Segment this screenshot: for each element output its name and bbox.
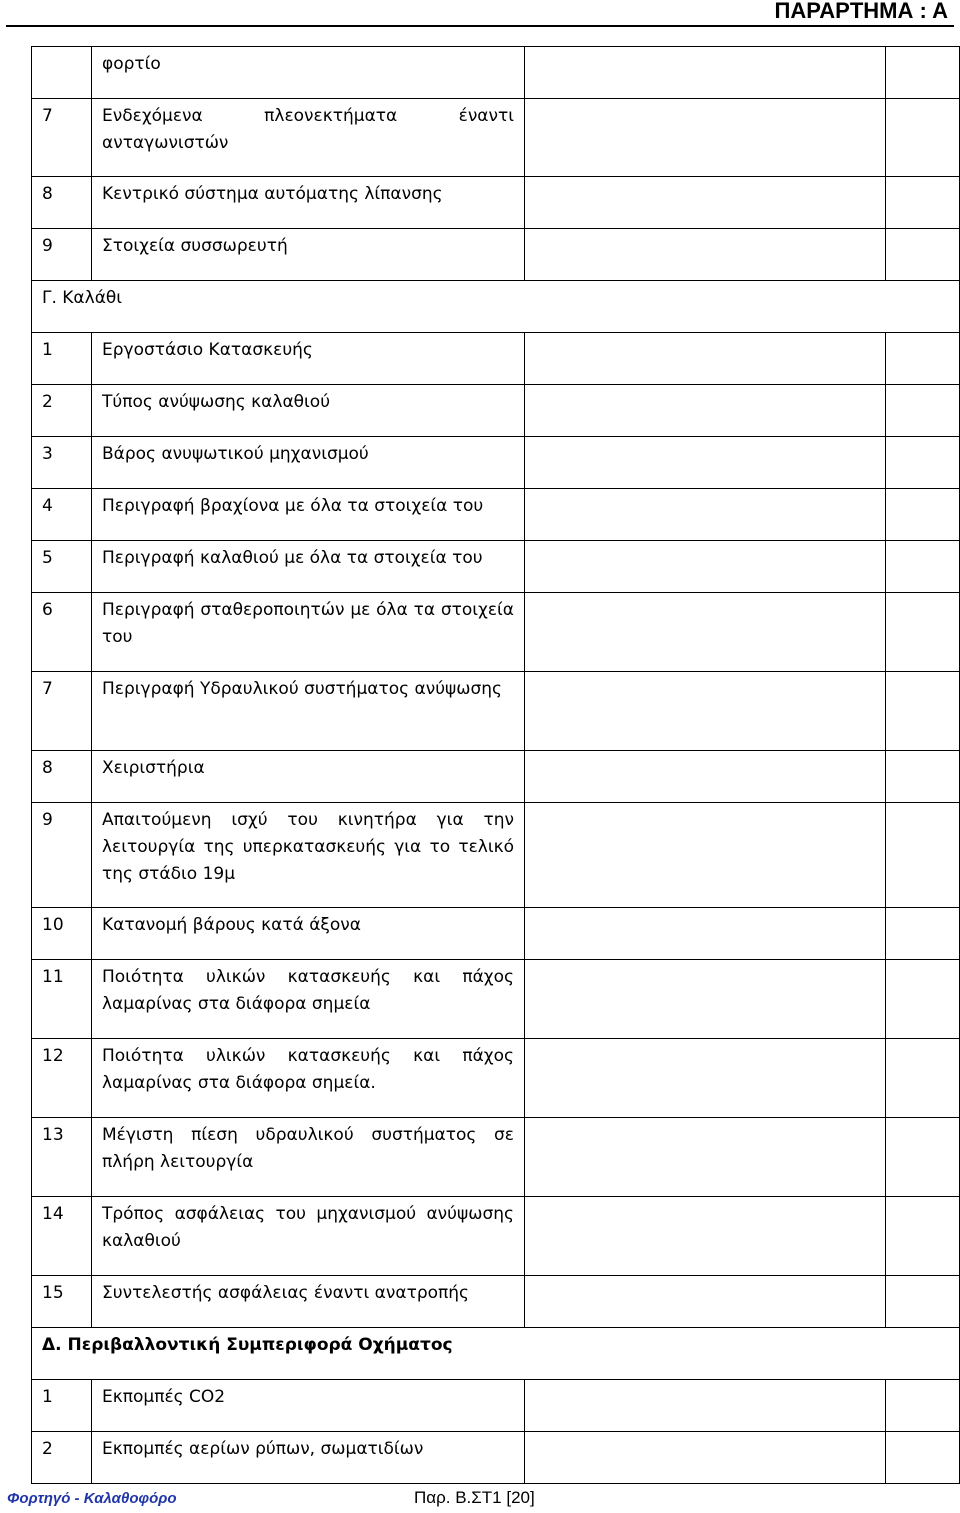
- header-rule: [6, 25, 954, 27]
- item-description: Ποιότητα υλικών κατασκευής και πάχος λαμαρίνας στα διάφορα σημεία: [92, 960, 525, 1039]
- score-cell: [886, 333, 960, 385]
- score-cell: [886, 908, 960, 960]
- item-number: 1: [32, 1380, 92, 1432]
- section-row: [32, 1328, 960, 1380]
- table-row: [32, 1432, 960, 1484]
- answer-cell: [525, 960, 886, 1039]
- item-description: Εργοστάσιο Κατασκευής: [92, 333, 525, 385]
- item-number: 12: [32, 1039, 92, 1118]
- item-description: Κεντρικό σύστημα αυτόματης λίπανσης: [92, 177, 525, 229]
- item-description: Εκπομπές CO2: [92, 1380, 525, 1432]
- table-row: [32, 1118, 960, 1197]
- table-row: [32, 177, 960, 229]
- table-row: [32, 751, 960, 803]
- answer-cell: [525, 1380, 886, 1432]
- score-cell: [886, 1432, 960, 1484]
- answer-cell: [525, 593, 886, 672]
- specification-table: [31, 46, 960, 1484]
- item-description: Στοιχεία συσσωρευτή: [92, 229, 525, 281]
- score-cell: [886, 385, 960, 437]
- score-cell: [886, 960, 960, 1039]
- table-row: [32, 960, 960, 1039]
- section-heading: Δ. Περιβαλλοντική Συμπεριφορά Οχήματος: [32, 1328, 960, 1380]
- answer-cell: [525, 489, 886, 541]
- table-row: [32, 385, 960, 437]
- answer-cell: [525, 1118, 886, 1197]
- score-cell: [886, 541, 960, 593]
- score-cell: [886, 1197, 960, 1276]
- score-cell: [886, 672, 960, 751]
- item-description: Τρόπος ασφάλειας του μηχανισμού ανύψωσης καλαθιού: [92, 1197, 525, 1276]
- score-cell: [886, 751, 960, 803]
- score-cell: [886, 1380, 960, 1432]
- specification-table-body: [32, 47, 960, 1484]
- item-description: Ενδεχόμενα πλεονεκτήματα έναντι ανταγωνιστών: [92, 99, 525, 177]
- item-description: Εκπομπές αερίων ρύπων, σωματιδίων: [92, 1432, 525, 1484]
- item-description: Περιγραφή καλαθιού με όλα τα στοιχεία του: [92, 541, 525, 593]
- item-number: 9: [32, 803, 92, 908]
- table-row: [32, 672, 960, 751]
- answer-cell: [525, 1276, 886, 1328]
- answer-cell: [525, 672, 886, 751]
- answer-cell: [525, 1432, 886, 1484]
- answer-cell: [525, 47, 886, 99]
- score-cell: [886, 1039, 960, 1118]
- score-cell: [886, 47, 960, 99]
- item-number: 2: [32, 1432, 92, 1484]
- item-description: Συντελεστής ασφάλειας έναντι ανατροπής: [92, 1276, 525, 1328]
- item-description: Μέγιστη πίεση υδραυλικού συστήματος σε πλήρη λειτουργία: [92, 1118, 525, 1197]
- item-description: Χειριστήρια: [92, 751, 525, 803]
- answer-cell: [525, 1197, 886, 1276]
- table-row: [32, 541, 960, 593]
- item-number: 2: [32, 385, 92, 437]
- table-row: [32, 1197, 960, 1276]
- answer-cell: [525, 177, 886, 229]
- item-number: 9: [32, 229, 92, 281]
- answer-cell: [525, 751, 886, 803]
- section-row: [32, 281, 960, 333]
- score-cell: [886, 229, 960, 281]
- table-row: [32, 593, 960, 672]
- item-description: Τύπος ανύψωσης καλαθιού: [92, 385, 525, 437]
- page-header-title: ΠΑΡΑΡΤΗΜΑ : Α: [774, 0, 948, 23]
- table-row: [32, 803, 960, 908]
- table-row: [32, 99, 960, 177]
- table-row: [32, 47, 960, 99]
- item-number: 14: [32, 1197, 92, 1276]
- item-number: 5: [32, 541, 92, 593]
- item-description: Απαιτούμενη ισχύ του κινητήρα για την λειτουργία της υπερκατασκευής για το τελικό της στάδιο 19μ: [92, 803, 525, 908]
- score-cell: [886, 803, 960, 908]
- score-cell: [886, 437, 960, 489]
- item-description: Ποιότητα υλικών κατασκευής και πάχος λαμαρίνας στα διάφορα σημεία.: [92, 1039, 525, 1118]
- item-number: 10: [32, 908, 92, 960]
- item-description: Βάρος ανυψωτικού μηχανισμού: [92, 437, 525, 489]
- item-description: φορτίο: [92, 47, 525, 99]
- table-row: [32, 1039, 960, 1118]
- answer-cell: [525, 437, 886, 489]
- table-row: [32, 1380, 960, 1432]
- table-row: [32, 1276, 960, 1328]
- item-number: 3: [32, 437, 92, 489]
- item-number: 7: [32, 99, 92, 177]
- answer-cell: [525, 333, 886, 385]
- answer-cell: [525, 541, 886, 593]
- answer-cell: [525, 908, 886, 960]
- table-row: [32, 333, 960, 385]
- item-number: 13: [32, 1118, 92, 1197]
- answer-cell: [525, 385, 886, 437]
- item-number: 8: [32, 177, 92, 229]
- footer-page-number: Παρ. Β.ΣΤ1 [20]: [414, 1488, 535, 1507]
- answer-cell: [525, 229, 886, 281]
- item-number: 4: [32, 489, 92, 541]
- item-description: Περιγραφή Υδραυλικού συστήματος ανύψωσης: [92, 672, 525, 751]
- item-number: 6: [32, 593, 92, 672]
- item-number: 11: [32, 960, 92, 1039]
- item-description: Περιγραφή σταθεροποιητών με όλα τα στοιχεία του: [92, 593, 525, 672]
- score-cell: [886, 99, 960, 177]
- item-number: 15: [32, 1276, 92, 1328]
- table-row: [32, 908, 960, 960]
- section-heading: Γ. Καλάθι: [32, 281, 960, 333]
- score-cell: [886, 489, 960, 541]
- item-number: 7: [32, 672, 92, 751]
- score-cell: [886, 593, 960, 672]
- item-number: 1: [32, 333, 92, 385]
- score-cell: [886, 1276, 960, 1328]
- footer-document-title: Φορτηγό - Καλαθοφόρο: [7, 1490, 177, 1507]
- score-cell: [886, 1118, 960, 1197]
- answer-cell: [525, 803, 886, 908]
- item-number: 8: [32, 751, 92, 803]
- table-row: [32, 437, 960, 489]
- answer-cell: [525, 1039, 886, 1118]
- answer-cell: [525, 99, 886, 177]
- table-row: [32, 489, 960, 541]
- item-description: Περιγραφή βραχίονα με όλα τα στοιχεία του: [92, 489, 525, 541]
- item-number: [32, 47, 92, 99]
- score-cell: [886, 177, 960, 229]
- table-row: [32, 229, 960, 281]
- item-description: Κατανομή βάρους κατά άξονα: [92, 908, 525, 960]
